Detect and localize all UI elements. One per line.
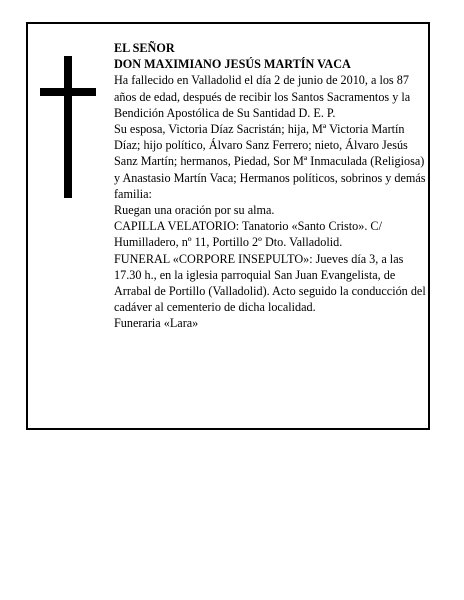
notice-text bbox=[114, 40, 426, 332]
cross-vertical-bar bbox=[64, 56, 72, 198]
chapel-paragraph: CAPILLA VELATORIO: Tanatorio «Santo Cristo». C/ Humilladero, nº 11, Portillo 2º Dto. Valladolid. bbox=[114, 219, 382, 250]
obituary-notice bbox=[26, 22, 430, 430]
prayer-request: Ruegan una oración por su alma. bbox=[114, 203, 275, 218]
deceased-name: DON MAXIMIANO JESÚS MARTÍN VACA bbox=[114, 57, 351, 72]
family-paragraph: Su esposa, Victoria Díaz Sacristán; hija, Mª Victoria Martín Díaz; hijo político, Álvaro Sanz Ferrero; nieto, Álvaro Jesús Sanz Martín; hermanos, Piedad, Sor Mª Inmaculada (Religiosa) y Anastasio Martín Vaca; Hermanos políticos, sobrinos y demás familia: bbox=[114, 122, 426, 201]
cross-horizontal-bar bbox=[40, 88, 96, 96]
funeral-home: Funeraria «Lara» bbox=[114, 316, 199, 331]
title-line-1: EL SEÑOR bbox=[114, 41, 175, 55]
latin-cross-icon bbox=[40, 56, 96, 198]
funeral-paragraph: FUNERAL «CORPORE INSEPULTO»: Jueves día 3, a las 17.30 h., en la iglesia parroquial San Juan Evangelista, de Arrabal de Portillo (Valladolid). Acto seguido la conducción del cadáver al cementerio de dicha localidad. bbox=[114, 251, 426, 315]
death-paragraph: Ha fallecido en Valladolid el día 2 de junio de 2010, a los 87 años de edad, después de recibir los Santos Sacramentos y la Bendición Apostólica de Su Santidad D. E. P. bbox=[114, 73, 411, 120]
